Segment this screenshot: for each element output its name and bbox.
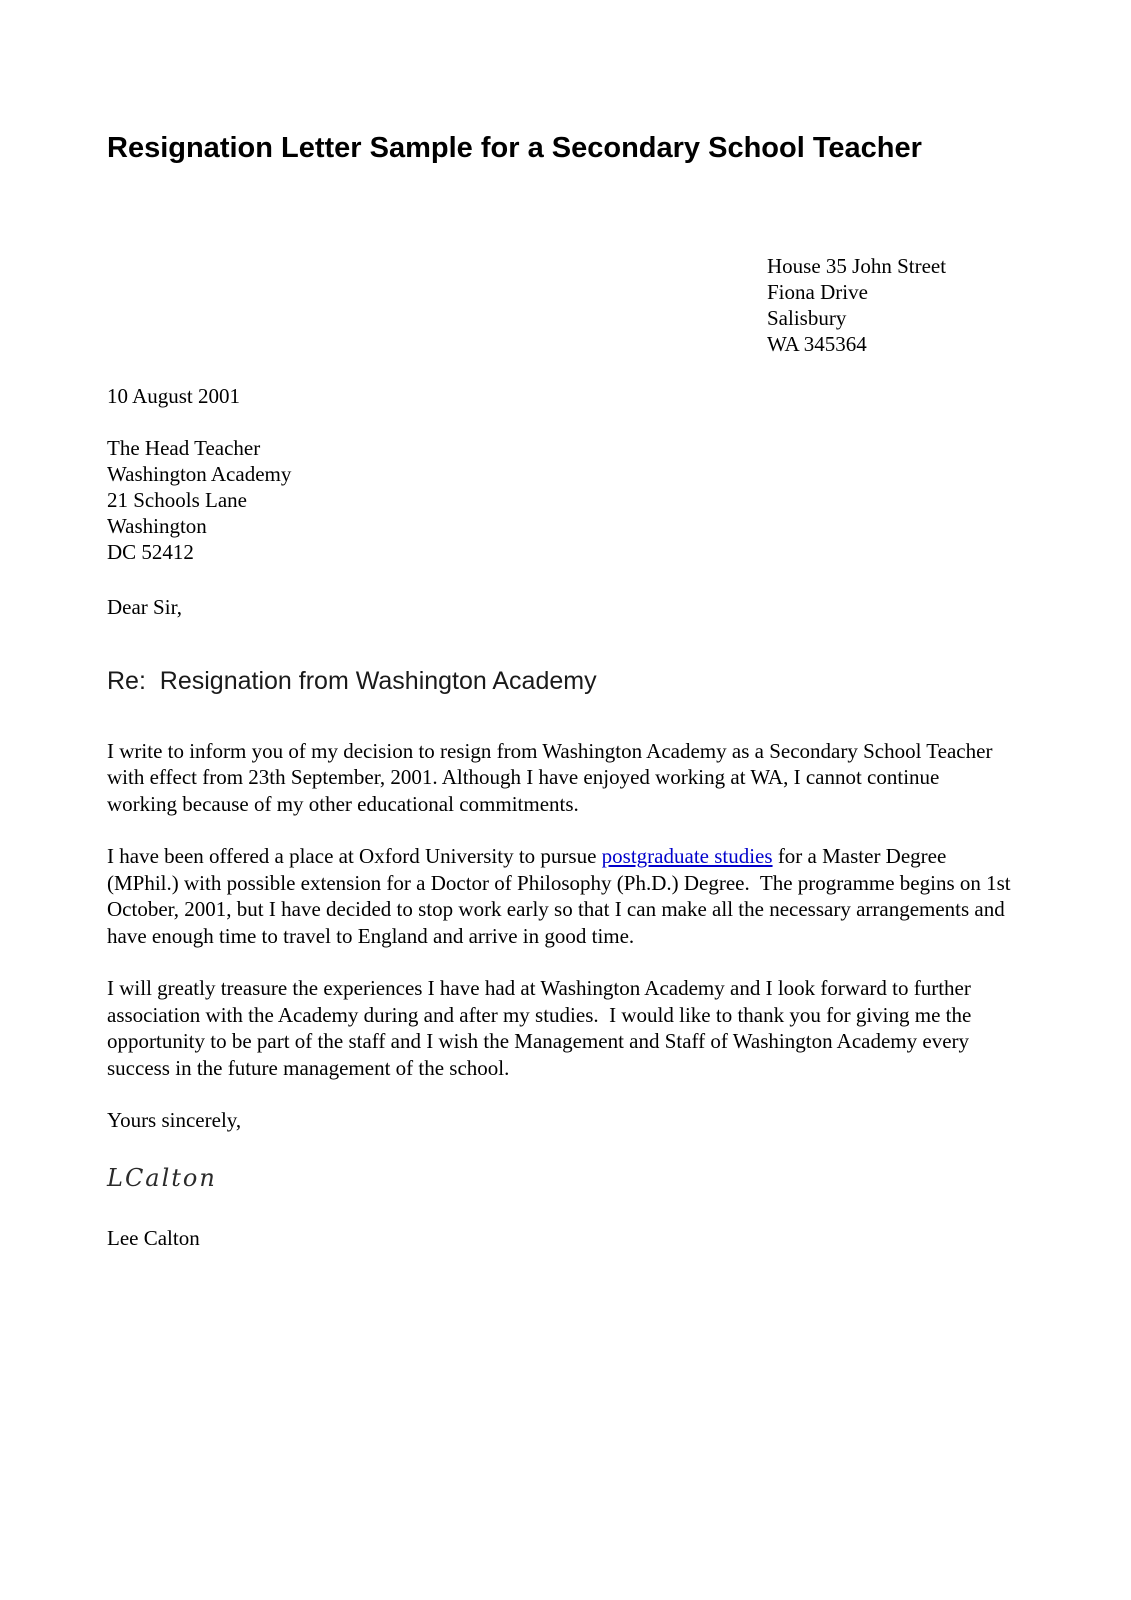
letter-date: 10 August 2001	[107, 383, 241, 408]
handwritten-signature: LCalton	[107, 1164, 217, 1193]
body-paragraph-3: I will greatly treasure the experiences I have had at Washington Academy and I look forward to further association with the Academy during and after my studies. I would like to thank you for giving me the opportunity to be part of the staff and I wish the Management and Staff of Washington Academy every success in the future management of the school.	[107, 976, 977, 1080]
body-paragraph-1: I write to inform you of my decision to resign from Washington Academy as a Secondary School Teacher with effect from 23th September, 2001. Although I have enjoyed working at WA, I cannot continue working because of my other educational commitments.	[107, 738, 998, 816]
signer-name: Lee Calton	[107, 1226, 200, 1251]
sender-address-line: House 35 John Street	[767, 253, 947, 278]
valediction: Yours sincerely,	[107, 1108, 242, 1133]
salutation: Dear Sir,	[107, 594, 182, 619]
subject-line: Re: Resignation from Washington Academy	[107, 666, 597, 695]
recipient-address-line: Washington Academy	[107, 461, 292, 486]
sender-address-line: Fiona Drive	[767, 279, 868, 304]
sender-address-line: WA 345364	[767, 331, 867, 356]
recipient-address-block	[107, 435, 1013, 565]
sender-address-line: Salisbury	[767, 305, 847, 330]
sender-address-block	[767, 253, 1013, 357]
paragraph-2-text-after-link: for a Master Degree (MPhil.) with possible extension for a Doctor of Philosophy (Ph.D.) Degree. The programme begins on 1st October, 2001, but I have decided to stop work early so that I can make all the necessary arrangements and have enough time to travel to England and arrive in good time.	[107, 844, 1016, 948]
postgraduate-studies-link[interactable]: postgraduate studies	[601, 844, 773, 869]
document-title: Resignation Letter Sample for a Secondary School Teacher	[107, 132, 922, 164]
recipient-address-line: 21 Schools Lane	[107, 487, 247, 512]
body-paragraph-2	[107, 843, 1016, 949]
recipient-address-line: DC 52412	[107, 539, 194, 564]
recipient-address-line: The Head Teacher	[107, 435, 261, 460]
recipient-address-line: Washington	[107, 513, 207, 538]
paragraph-2-text-before-link: I have been offered a place at Oxford University to pursue	[107, 844, 602, 869]
